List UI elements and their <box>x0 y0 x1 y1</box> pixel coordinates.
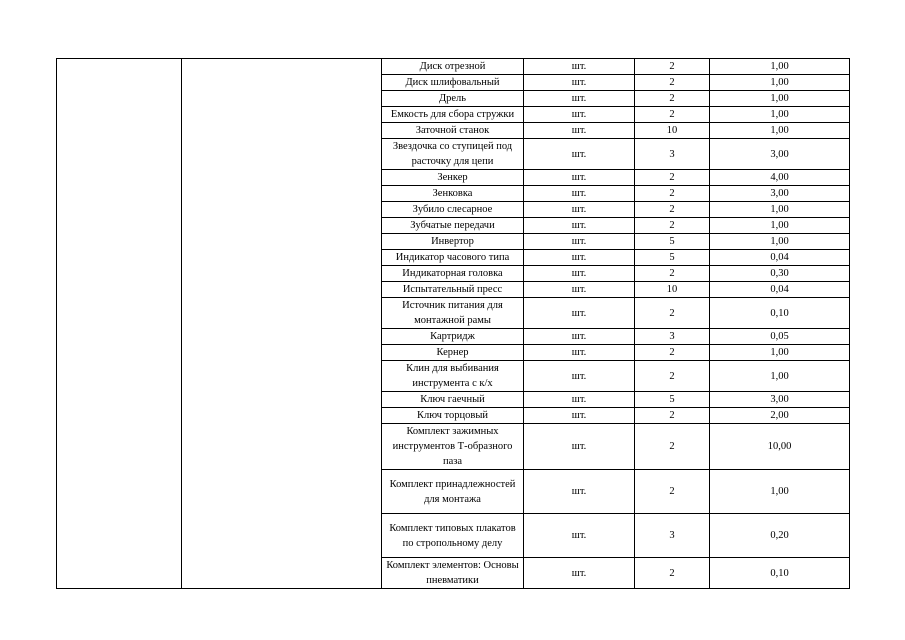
unit-cell: шт. <box>524 424 635 470</box>
item-name-cell: Комплект элементов: Основы пневматики <box>382 558 524 589</box>
table-row <box>57 59 850 75</box>
quantity-cell: 2 <box>635 59 710 75</box>
item-name-cell: Зубчатые передачи <box>382 218 524 234</box>
item-name-cell: Звездочка со ступицей под расточку для цепи <box>382 139 524 170</box>
value-cell: 0,30 <box>710 266 850 282</box>
item-name-cell: Зенкер <box>382 170 524 186</box>
item-name-cell: Дрель <box>382 91 524 107</box>
value-cell: 4,00 <box>710 170 850 186</box>
quantity-cell: 3 <box>635 139 710 170</box>
quantity-cell: 2 <box>635 266 710 282</box>
unit-cell: шт. <box>524 558 635 589</box>
value-cell: 1,00 <box>710 75 850 91</box>
blank-column-1 <box>57 59 182 589</box>
value-cell: 0,20 <box>710 514 850 558</box>
item-name-cell: Клин для выбивания инструмента с к/х <box>382 361 524 392</box>
value-cell: 0,04 <box>710 282 850 298</box>
value-cell: 3,00 <box>710 139 850 170</box>
quantity-cell: 2 <box>635 408 710 424</box>
item-name-cell: Комплект принадлежностей для монтажа <box>382 470 524 514</box>
unit-cell: шт. <box>524 75 635 91</box>
unit-cell: шт. <box>524 186 635 202</box>
item-name-cell: Комплект типовых плакатов по стропольному делу <box>382 514 524 558</box>
quantity-cell: 10 <box>635 123 710 139</box>
value-cell: 1,00 <box>710 91 850 107</box>
equipment-table <box>56 58 850 589</box>
quantity-cell: 2 <box>635 298 710 329</box>
item-name-cell: Зубило слесарное <box>382 202 524 218</box>
item-name-cell: Емкость для сбора стружки <box>382 107 524 123</box>
blank-column-2 <box>182 59 382 589</box>
value-cell: 2,00 <box>710 408 850 424</box>
quantity-cell: 3 <box>635 514 710 558</box>
unit-cell: шт. <box>524 298 635 329</box>
unit-cell: шт. <box>524 392 635 408</box>
unit-cell: шт. <box>524 266 635 282</box>
quantity-cell: 5 <box>635 234 710 250</box>
quantity-cell: 2 <box>635 186 710 202</box>
value-cell: 1,00 <box>710 470 850 514</box>
value-cell: 0,05 <box>710 329 850 345</box>
quantity-cell: 2 <box>635 470 710 514</box>
value-cell: 3,00 <box>710 186 850 202</box>
value-cell: 0,04 <box>710 250 850 266</box>
item-name-cell: Индикаторная головка <box>382 266 524 282</box>
quantity-cell: 3 <box>635 329 710 345</box>
item-name-cell: Комплект зажимных инструментов Т-образного паза <box>382 424 524 470</box>
quantity-cell: 5 <box>635 392 710 408</box>
quantity-cell: 2 <box>635 170 710 186</box>
unit-cell: шт. <box>524 329 635 345</box>
unit-cell: шт. <box>524 234 635 250</box>
value-cell: 1,00 <box>710 361 850 392</box>
unit-cell: шт. <box>524 218 635 234</box>
quantity-cell: 2 <box>635 558 710 589</box>
item-name-cell: Источник питания для монтажной рамы <box>382 298 524 329</box>
item-name-cell: Заточной станок <box>382 123 524 139</box>
unit-cell: шт. <box>524 170 635 186</box>
quantity-cell: 2 <box>635 361 710 392</box>
value-cell: 1,00 <box>710 123 850 139</box>
unit-cell: шт. <box>524 514 635 558</box>
unit-cell: шт. <box>524 139 635 170</box>
item-name-cell: Зенковка <box>382 186 524 202</box>
value-cell: 3,00 <box>710 392 850 408</box>
quantity-cell: 2 <box>635 218 710 234</box>
unit-cell: шт. <box>524 282 635 298</box>
unit-cell: шт. <box>524 123 635 139</box>
quantity-cell: 5 <box>635 250 710 266</box>
unit-cell: шт. <box>524 470 635 514</box>
value-cell: 0,10 <box>710 298 850 329</box>
quantity-cell: 2 <box>635 345 710 361</box>
item-name-cell: Диск шлифовальный <box>382 75 524 91</box>
item-name-cell: Испытательный пресс <box>382 282 524 298</box>
quantity-cell: 2 <box>635 424 710 470</box>
unit-cell: шт. <box>524 107 635 123</box>
item-name-cell: Индикатор часового типа <box>382 250 524 266</box>
value-cell: 10,00 <box>710 424 850 470</box>
item-name-cell: Ключ гаечный <box>382 392 524 408</box>
equipment-table-body <box>57 59 850 589</box>
unit-cell: шт. <box>524 361 635 392</box>
item-name-cell: Картридж <box>382 329 524 345</box>
item-name-cell: Инвертор <box>382 234 524 250</box>
unit-cell: шт. <box>524 345 635 361</box>
unit-cell: шт. <box>524 59 635 75</box>
item-name-cell: Ключ торцовый <box>382 408 524 424</box>
value-cell: 1,00 <box>710 202 850 218</box>
value-cell: 1,00 <box>710 234 850 250</box>
quantity-cell: 10 <box>635 282 710 298</box>
quantity-cell: 2 <box>635 107 710 123</box>
value-cell: 1,00 <box>710 59 850 75</box>
quantity-cell: 2 <box>635 91 710 107</box>
value-cell: 0,10 <box>710 558 850 589</box>
value-cell: 1,00 <box>710 345 850 361</box>
quantity-cell: 2 <box>635 75 710 91</box>
quantity-cell: 2 <box>635 202 710 218</box>
value-cell: 1,00 <box>710 218 850 234</box>
unit-cell: шт. <box>524 250 635 266</box>
unit-cell: шт. <box>524 202 635 218</box>
unit-cell: шт. <box>524 91 635 107</box>
unit-cell: шт. <box>524 408 635 424</box>
item-name-cell: Кернер <box>382 345 524 361</box>
value-cell: 1,00 <box>710 107 850 123</box>
item-name-cell: Диск отрезной <box>382 59 524 75</box>
